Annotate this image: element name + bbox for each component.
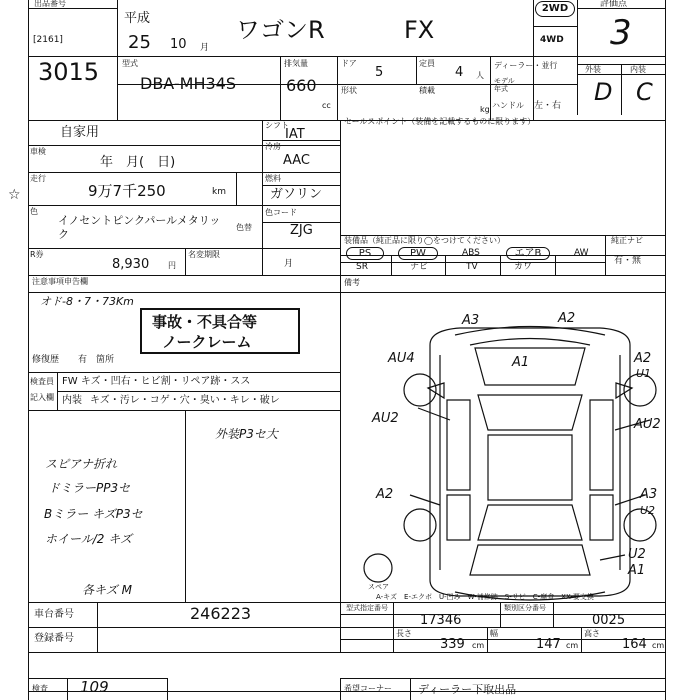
damage-mark-10: A3 [640,487,658,502]
fuel-value: ガソリン [270,187,323,202]
shift-value: IAT [285,127,305,142]
shape-label: 形状 [341,86,357,95]
cert-label: 型式指定番号 [346,604,388,612]
handle-value: 左・右 [534,101,562,111]
recycle-unit: 円 [168,261,176,270]
lot-number: 3015 [38,58,100,86]
navi-label: 純正ナビ [611,236,643,245]
color-code: ZJG [290,223,313,238]
grade: FX [404,16,435,44]
sales-point-label: セールスポイント（装備を記載するものに限ります） [344,117,536,126]
mileage-value: 9万7千250 [88,182,166,200]
tax-unit: 月 [284,259,294,269]
vehicle-no: 246223 [190,604,252,623]
damage-mark-3: A1 [512,355,530,370]
hand-note-3: ドミラーPP3セ [48,481,131,495]
damage-mark-2: A2 [558,311,576,326]
vehicle-no-label: 車台番号 [34,609,74,620]
inspector-sign-label: 検査 [32,684,48,693]
month-unit: 月 [200,43,210,53]
inspection-value: 年 月( 日) [100,155,176,170]
weight-unit: kg [480,105,490,114]
width-label: 幅 [490,629,498,638]
misc-label: 備考 [344,278,360,287]
equip-abs: ABS [462,248,480,258]
damage-mark-1: A3 [462,313,480,328]
dealer-label: ディーラー・並行 [494,61,558,70]
recycle-label: R券 [30,250,44,259]
hand-note-4: Bミラー キズP3セ [44,507,143,521]
model-name: ワゴンR [236,16,325,44]
seats-value: 4 [455,65,464,80]
reg-no-label: 登録番号 [34,633,74,644]
damage-mark-13: A1 [628,563,646,578]
inspection-label: 車検 [30,147,46,156]
handle-label: ハンドル [492,101,524,110]
equip-tv: TV [466,262,478,272]
class-value: 0025 [592,613,626,628]
repair-value: 有 箇所 [78,355,115,365]
month-value: 10 [170,37,187,52]
tax-label: 名変期限 [188,250,220,259]
hand-note-6: 各キズ M [82,583,132,597]
equip-ps: PS [346,247,384,260]
length-value: 339 [440,637,465,652]
damage-mark-6: U1 [636,367,652,380]
use-type: 自家用 [60,125,100,140]
side-star-icon: ☆ [8,187,21,203]
stamp-line-1: 事故・不具合等 [152,313,258,331]
equip-navi: ナビ [410,262,429,272]
interior-row-label: 内装 [62,395,82,406]
mileage-label: 走行 [30,174,46,183]
model-year-label-1: モデル [494,77,515,85]
drive-4wd: 4WD [540,35,564,45]
color-code-label: 色コード [265,208,297,217]
score-label: 評価点 [600,0,628,9]
era-label: 平成 [124,11,151,26]
corner-value: ディーラー下取出品 [418,683,517,696]
caution-label: 注意事項申告欄 [32,277,88,286]
equip-sr: SR [356,262,368,272]
damage-mark-4: AU4 [388,351,415,366]
year-value: 25 [128,32,151,53]
interior-items: キズ・汚レ・コゲ・穴・臭い・キレ・破レ [90,395,280,406]
damage-mark-7: AU2 [372,411,399,426]
shift-label: シフト [265,121,289,130]
aircon-label: 冷房 [265,142,281,151]
interior-label: 内装 [630,65,646,74]
corner-label: 希望コーナー [344,684,392,693]
repair-label: 修復歴 [32,355,60,365]
hand-note-2: スピアナ折れ [45,457,118,471]
interior-grade: C [636,78,653,106]
navi-value: 有・無 [614,256,642,266]
capacity-label: 積載 [419,86,435,95]
score-value: 3 [610,13,632,53]
cert-value: 17346 [420,613,462,628]
equip-airbag: エアB [506,247,550,260]
displacement-unit: cc [322,101,331,110]
sub-id: [2161] [33,35,63,45]
lot-label: 出品番号 [34,0,66,8]
damage-mark-12: U2 [628,547,646,562]
height-label: 高さ [584,629,600,638]
damage-mark-9: A2 [376,487,394,502]
fuel-label: 燃料 [265,174,281,183]
spare-label: スペア [368,583,389,591]
aircon-value: AAC [283,153,310,168]
displacement-value: 660 [286,76,317,95]
hand-note-5: ホイール/2 キズ [45,532,133,546]
mileage-unit: km [212,187,226,197]
color-change-label: 色替 [236,223,252,232]
exterior-label: 外装 [585,65,601,74]
inspector-sign: 109 [80,678,109,696]
width-value: 147 [536,637,561,652]
equipment-label: 装備品（純正品に限り◯をつけてください） [344,236,505,245]
seats-label: 定員 [419,59,435,68]
damage-legend: A-キズ E-エクボ U-凹み W-補修跡 S-サビ C-腐食 XX-要交換 [376,593,594,601]
door-label: ドア [341,59,357,68]
stamp-line-2: ノークレーム [162,333,252,351]
inspector-label: 検査員 [30,377,54,386]
color-label: 色 [30,207,38,216]
height-unit: cm [652,641,665,650]
recycle-value: 8,930 [112,257,150,272]
model-code-label: 型式 [122,59,138,68]
equip-pw: PW [398,247,438,260]
equip-leather: カワ [514,262,533,272]
damage-mark-8: AU2 [634,417,661,432]
report-label: 記入欄 [30,393,54,402]
doors-value: 5 [375,65,384,80]
exterior-grade: D [594,78,613,106]
hand-note-1: 外装P3セ大 [215,427,278,441]
model-code: DBA-MH34S [140,74,237,93]
damage-mark-5: A2 [634,351,652,366]
drive-2wd: 2WD [535,1,575,17]
exterior-items: FW キズ・凹右・ヒビ割・リペア跡・スス [62,376,251,387]
seats-unit: 人 [476,71,484,80]
width-unit: cm [566,641,579,650]
displacement-label: 排気量 [284,59,308,68]
equip-aw: AW [574,248,589,258]
color-value: イノセントピンクパールメタリック [58,214,221,241]
model-year-label-2: 年式 [494,85,508,93]
odometer-note: オド-8・7・73Km [40,295,134,308]
height-value: 164 [622,637,647,652]
damage-mark-11: U2 [640,504,656,517]
length-label: 長さ [396,629,412,638]
class-label: 類別区分番号 [504,604,546,612]
length-unit: cm [472,641,485,650]
